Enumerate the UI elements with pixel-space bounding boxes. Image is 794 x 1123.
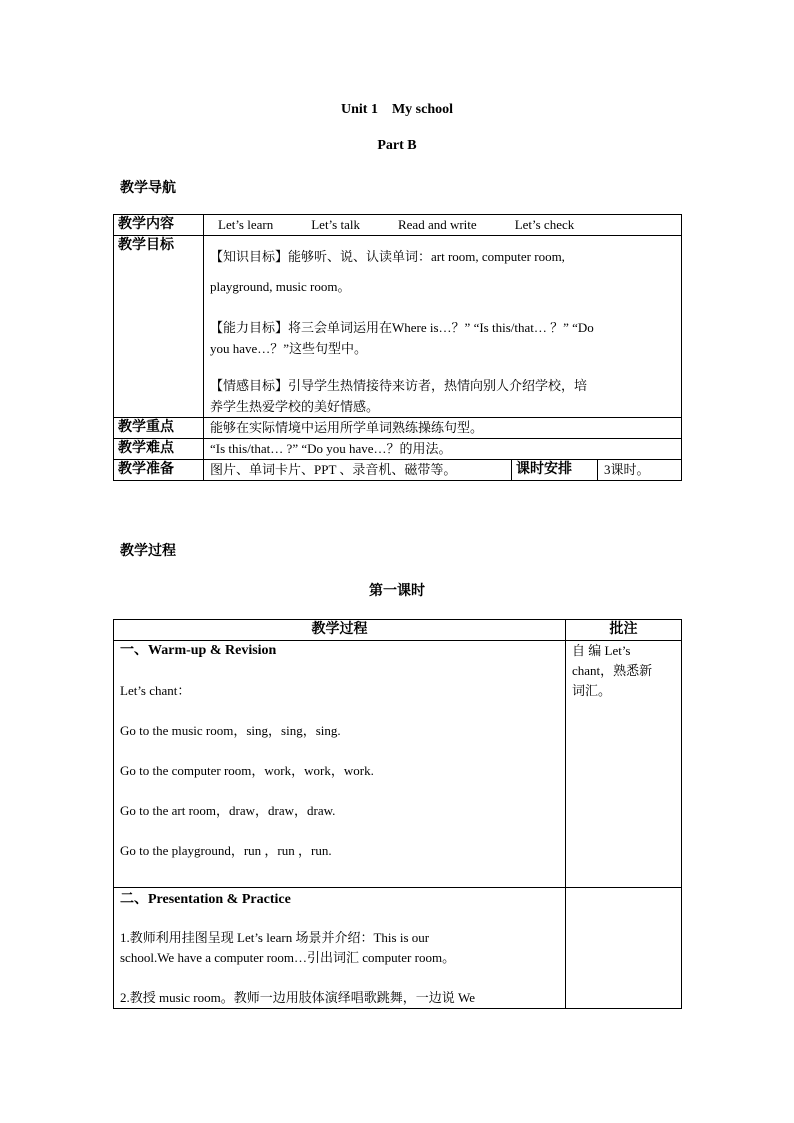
label-preparation: 教学准备 (114, 460, 204, 481)
label-content: 教学内容 (114, 215, 204, 236)
lesson-title: 第一课时 (369, 584, 425, 599)
presentation-title: 二、Presentation & Practice (120, 892, 291, 907)
row-content (114, 215, 682, 236)
presentation-note (566, 888, 682, 1009)
label-difficulties: 教学难点 (114, 439, 204, 460)
teaching-navigation-table (113, 214, 682, 481)
presentation-step-2: 2.教授 music room。教师一边用肢体演绎唱歌跳舞，一边说 We (120, 990, 475, 1005)
emotion-goal: 【情感目标】引导学生热情接待来访者，热情向别人介绍学校，培 (210, 378, 588, 393)
presentation-step-1-cont: school.We have a computer room…引出词汇 computer room。 (120, 950, 456, 965)
unit-title: Unit 1 My school (341, 102, 453, 117)
nav-heading: 教学导航 (120, 181, 176, 196)
chant-line: Go to the art room，draw，draw，draw. (120, 803, 336, 818)
warmup-note (566, 641, 682, 888)
process-header-row (114, 620, 682, 641)
section-presentation-row (114, 888, 682, 1009)
note-line: 词汇。 (572, 683, 612, 698)
process-heading: 教学过程 (120, 544, 176, 559)
content-item: Read and write (397, 217, 477, 232)
row-goals (114, 236, 682, 418)
row-key-points (114, 418, 682, 439)
ability-goal: 【能力目标】将三会单词运用在Where is…？” “Is this/that… ？” “Do (210, 320, 594, 335)
difficulties-text: “Is this/that… ?” “Do you have…？的用法。 (204, 439, 682, 460)
chant-line: Go to the computer room，work，work，work. (120, 763, 374, 778)
content-item: Let’s talk (311, 217, 360, 232)
key-points-text: 能够在实际情境中运用所学单词熟练操练句型。 (204, 418, 682, 439)
label-schedule: 课时安排 (512, 460, 598, 481)
knowledge-goal: 【知识目标】能够听、说、认读单词：art room, computer room, (210, 249, 565, 264)
presentation-cell (114, 888, 566, 1009)
presentation-step-1: 1.教师利用挂图呈现 Let’s learn 场景并介绍：This is our (120, 930, 430, 945)
part-title: Part B (377, 138, 417, 153)
schedule-value: 3课时。 (598, 460, 682, 481)
section-warmup-row (114, 641, 682, 888)
chant-line: Go to the music room，sing，sing，sing. (120, 723, 341, 738)
col-notes: 批注 (566, 620, 682, 641)
content-item: Let’s learn (218, 217, 274, 232)
label-goals: 教学目标 (114, 236, 204, 418)
teaching-process-table (113, 619, 682, 1009)
preparation-text: 图片、单词卡片、PPT 、录音机、磁带等。 (204, 460, 512, 481)
row-preparation (114, 460, 682, 481)
chant-line: Go to the playground，run ，run ，run. (120, 843, 332, 858)
content-item: Let’s check (514, 217, 575, 232)
goals-cell (204, 236, 682, 418)
label-key-points: 教学重点 (114, 418, 204, 439)
ability-goal-cont: you have…？”这些句型中。 (210, 341, 368, 356)
note-line: 自 编 Let’s (572, 643, 631, 658)
emotion-goal-cont: 养学生热爱学校的美好情感。 (210, 399, 380, 414)
row-difficulties (114, 439, 682, 460)
content-items (204, 215, 682, 236)
warmup-cell (114, 641, 566, 888)
knowledge-goal-cont: playground, music room。 (210, 279, 351, 294)
note-line: chant，熟悉新 (572, 663, 653, 678)
warmup-title: 一、Warm-up & Revision (120, 643, 277, 658)
col-process: 教学过程 (114, 620, 566, 641)
chant-line: Let’s chant： (120, 683, 191, 698)
